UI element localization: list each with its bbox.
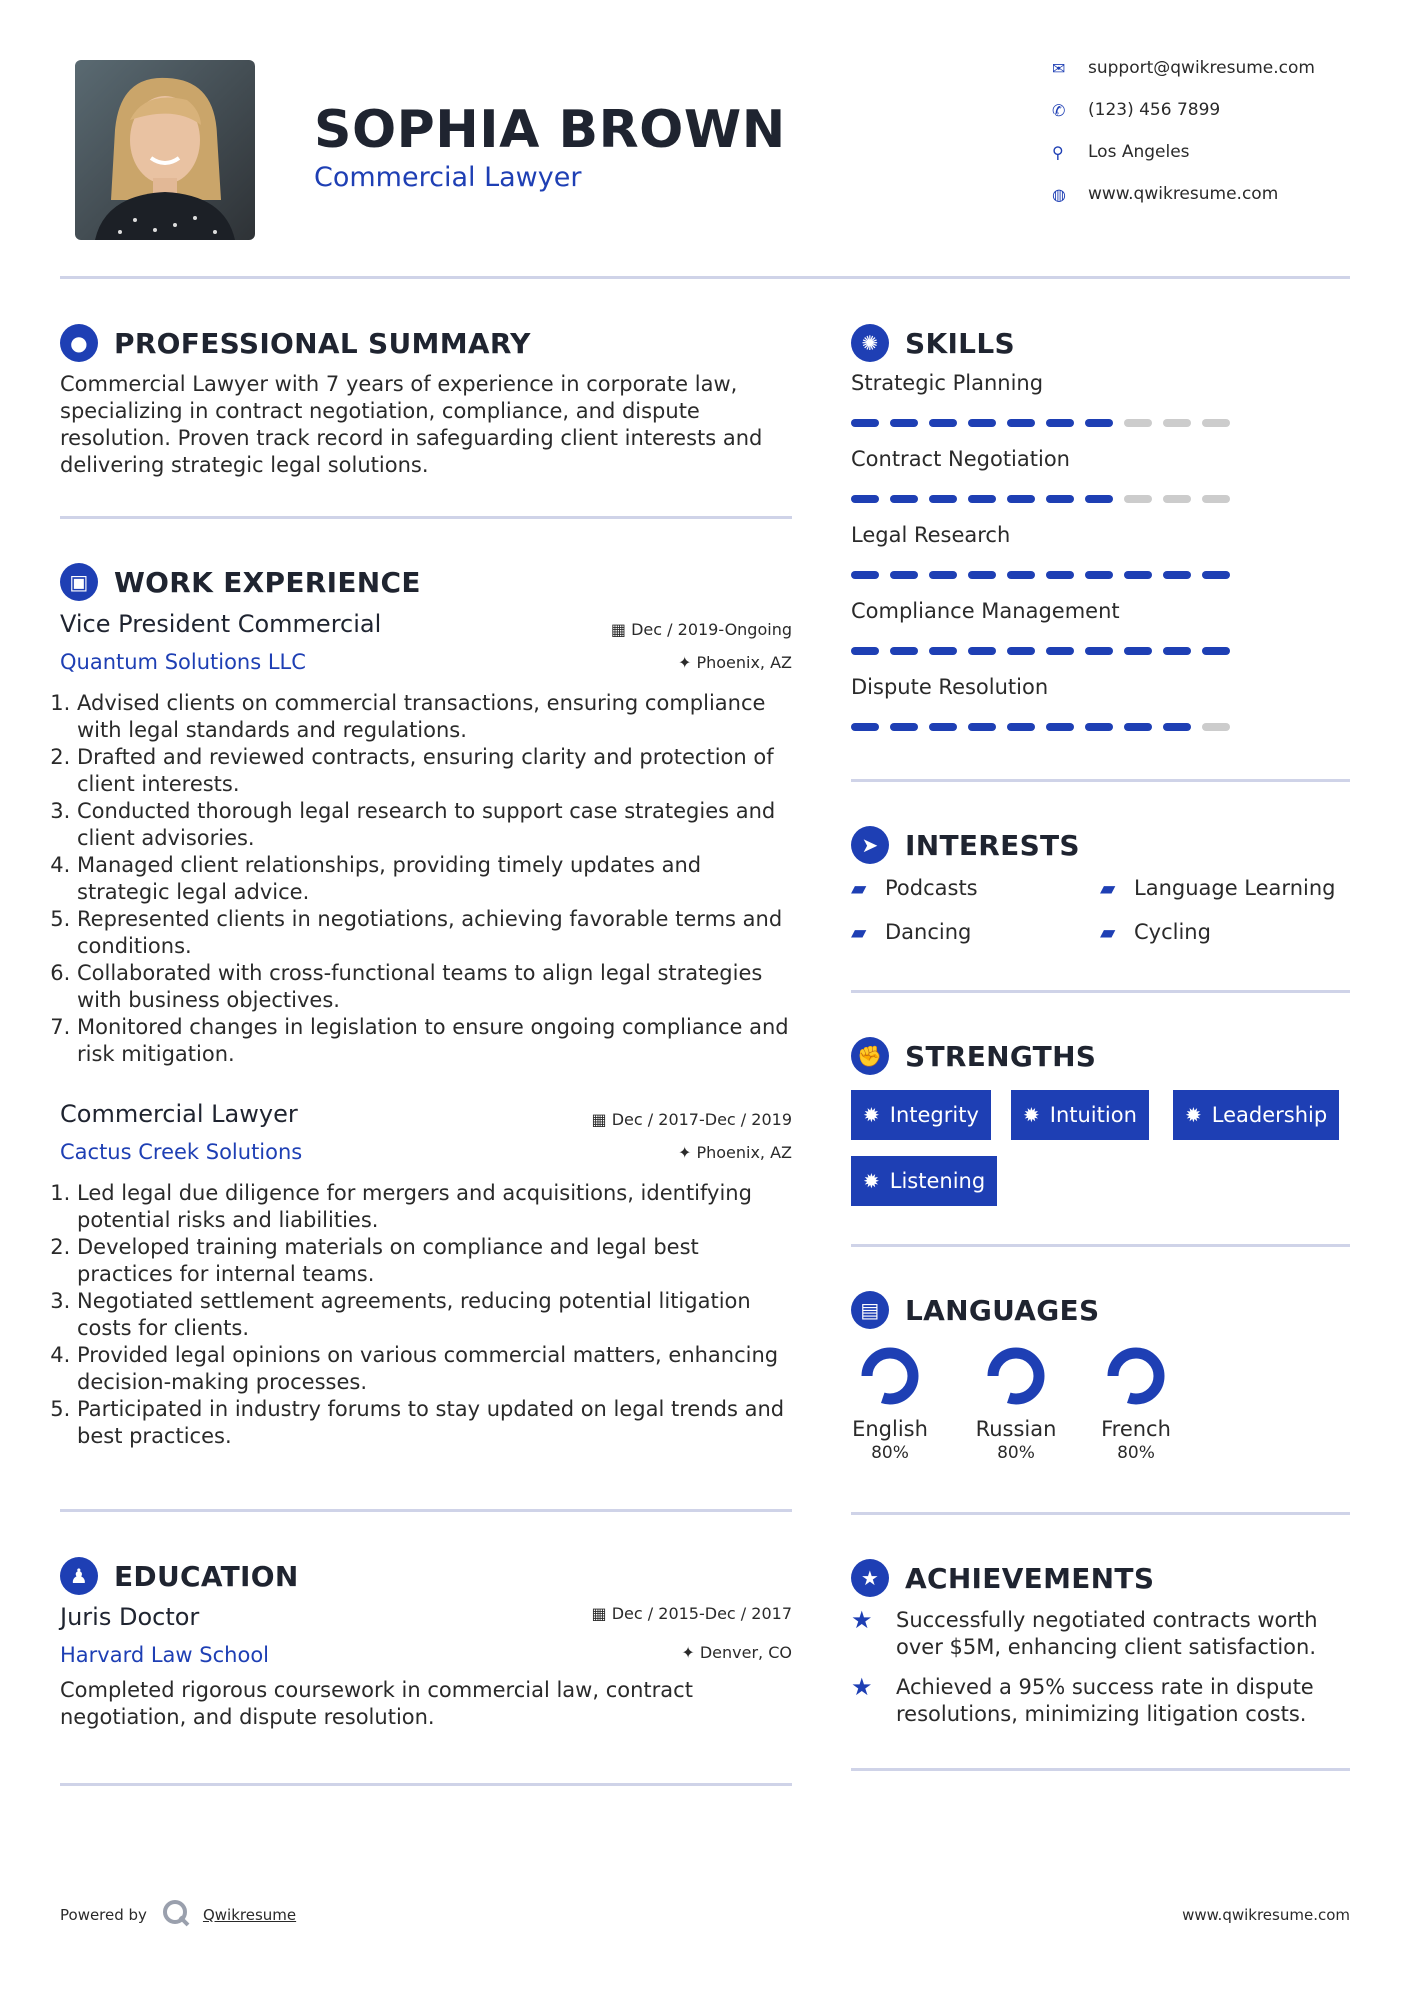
list-item: 4. Managed client relationships, providing timely updates and strategic legal advice. bbox=[77, 852, 798, 906]
skill-level-bar bbox=[851, 723, 1301, 731]
book-icon: ▰ bbox=[851, 876, 867, 900]
skill-name: Contract Negotiation bbox=[851, 447, 1070, 471]
skill-level-dash bbox=[1202, 647, 1230, 655]
briefcase-icon: ▣ bbox=[60, 563, 98, 601]
language-progress-ring bbox=[859, 1345, 921, 1407]
skill-level-dash bbox=[1046, 571, 1074, 579]
job-company: Quantum Solutions LLC bbox=[60, 650, 306, 674]
strength-chip: ✹ Listening bbox=[851, 1156, 997, 1206]
skill-level-dash bbox=[890, 647, 918, 655]
qwikresume-logo-icon bbox=[161, 1898, 191, 1932]
skills-heading: ✺ SKILLS bbox=[851, 323, 1015, 363]
pin-icon: ✦ bbox=[677, 653, 697, 672]
skill-level-dash bbox=[1202, 723, 1230, 731]
list-item: 4. Provided legal opinions on various commercial matters, enhancing decision-making processes. bbox=[77, 1342, 798, 1396]
list-item: 5. Represented clients in negotiations, achieving favorable terms and conditions. bbox=[77, 906, 798, 960]
contact-location: ⚲ Los Angeles bbox=[1052, 142, 1190, 162]
interest-item: ▰ Dancing bbox=[851, 920, 972, 944]
skill-level-dash bbox=[851, 419, 879, 427]
pin-icon: ✦ bbox=[677, 1143, 697, 1162]
profile-photo bbox=[75, 60, 255, 240]
fist-icon: ✊ bbox=[851, 1037, 889, 1075]
list-item: 2. Drafted and reviewed contracts, ensuring clarity and protection of client interests. bbox=[77, 744, 798, 798]
language-item: English 80% bbox=[840, 1345, 940, 1463]
education-location: ✦ Denver, CO bbox=[681, 1643, 792, 1662]
skill-level-dash bbox=[1007, 647, 1035, 655]
candidate-role: Commercial Lawyer bbox=[314, 162, 582, 193]
languages-divider bbox=[851, 1512, 1350, 1515]
skill-level-dash bbox=[1007, 495, 1035, 503]
skill-level-dash bbox=[1202, 419, 1230, 427]
map-pin-icon: ⚲ bbox=[1052, 142, 1064, 162]
list-item: 3. Conducted thorough legal research to support case strategies and client advisories. bbox=[77, 798, 798, 852]
skill-item bbox=[851, 523, 1301, 599]
strengths-heading: ✊ STRENGTHS bbox=[851, 1036, 1096, 1076]
envelope-icon: ✉ bbox=[1052, 58, 1066, 78]
job-dates: ▦ Dec / 2017-Dec / 2019 bbox=[591, 1110, 792, 1129]
interest-item: ▰ Language Learning bbox=[1100, 876, 1336, 900]
job-dates: ▦ Dec / 2019-Ongoing bbox=[610, 620, 792, 639]
list-item: 6. Collaborated with cross-functional teams to align legal strategies with business objectives. bbox=[77, 960, 798, 1014]
skill-level-dash bbox=[851, 723, 879, 731]
education-heading: ♟ EDUCATION bbox=[60, 1556, 299, 1596]
job-bullets bbox=[58, 690, 798, 1068]
skill-level-dash bbox=[1007, 571, 1035, 579]
skill-level-dash bbox=[1124, 647, 1152, 655]
lightbulb-icon: ✺ bbox=[851, 324, 889, 362]
calendar-icon: ▦ bbox=[591, 1604, 612, 1623]
summary-text: Commercial Lawyer with 7 years of experience in corporate law, specializing in contract negotiation, compliance, and dispute resolution. Proven track record in safeguarding client interests and delivering strategic legal solutions. bbox=[60, 372, 763, 477]
skill-level-dash bbox=[851, 571, 879, 579]
skill-level-dash bbox=[1046, 647, 1074, 655]
skill-level-dash bbox=[1124, 419, 1152, 427]
skill-level-dash bbox=[1163, 571, 1191, 579]
strengths-divider bbox=[851, 1244, 1350, 1247]
skill-level-dash bbox=[929, 571, 957, 579]
list-item: 3. Negotiated settlement agreements, reducing potential litigation costs for clients. bbox=[77, 1288, 798, 1342]
education-dates: ▦ Dec / 2015-Dec / 2017 bbox=[591, 1604, 792, 1623]
contact-email[interactable]: ✉ support@qwikresume.com bbox=[1052, 58, 1315, 78]
skill-level-dash bbox=[1202, 571, 1230, 579]
footer-powered-by: Powered by Qwikresume bbox=[60, 1898, 296, 1932]
summary-heading: ● PROFESSIONAL SUMMARY bbox=[60, 323, 531, 363]
skill-level-dash bbox=[929, 723, 957, 731]
star-icon: ★ bbox=[851, 1673, 873, 1701]
skill-level-dash bbox=[929, 419, 957, 427]
skill-level-dash bbox=[1202, 495, 1230, 503]
languages-heading: ▤ LANGUAGES bbox=[851, 1290, 1099, 1330]
skill-level-dash bbox=[1163, 647, 1191, 655]
skill-level-dash bbox=[890, 419, 918, 427]
skill-level-dash bbox=[1046, 495, 1074, 503]
achievement-item: ★ Achieved a 95% success rate in dispute resolutions, minimizing litigation costs. bbox=[851, 1673, 1314, 1726]
skill-level-dash bbox=[851, 495, 879, 503]
skill-level-bar bbox=[851, 495, 1301, 503]
star-icon: ★ bbox=[851, 1606, 873, 1634]
strength-chip: ✹ Intuition bbox=[1011, 1090, 1149, 1140]
degree-title: Juris Doctor bbox=[60, 1603, 200, 1631]
skill-name: Dispute Resolution bbox=[851, 675, 1049, 699]
strength-chip: ✹ Leadership bbox=[1173, 1090, 1339, 1140]
skill-level-dash bbox=[1046, 723, 1074, 731]
skill-level-dash bbox=[890, 571, 918, 579]
gear-icon: ✹ bbox=[863, 1103, 880, 1127]
graduate-icon: ♟ bbox=[60, 1557, 98, 1595]
skill-level-dash bbox=[929, 495, 957, 503]
book-icon: ▰ bbox=[1100, 876, 1116, 900]
skill-name: Strategic Planning bbox=[851, 371, 1044, 395]
skill-level-dash bbox=[1163, 495, 1191, 503]
strength-chip: ✹ Integrity bbox=[851, 1090, 991, 1140]
globe-icon: ◍ bbox=[1052, 184, 1066, 204]
skill-level-dash bbox=[1163, 723, 1191, 731]
language-progress-ring bbox=[1105, 1345, 1167, 1407]
brand-link[interactable]: Qwikresume bbox=[202, 1906, 297, 1924]
pin-icon: ✦ bbox=[681, 1643, 700, 1662]
summary-divider bbox=[60, 516, 792, 519]
interest-item: ▰ Cycling bbox=[1100, 920, 1211, 944]
paper-plane-icon: ➤ bbox=[851, 826, 889, 864]
book-icon: ▰ bbox=[851, 920, 867, 944]
footer-site[interactable]: www.qwikresume.com bbox=[1182, 1906, 1350, 1924]
interest-item: ▰ Podcasts bbox=[851, 876, 978, 900]
contact-phone[interactable]: ✆ (123) 456 7899 bbox=[1052, 100, 1221, 120]
skill-item bbox=[851, 447, 1301, 523]
skill-level-dash bbox=[1085, 495, 1113, 503]
language-progress-ring bbox=[985, 1345, 1047, 1407]
skill-level-dash bbox=[890, 723, 918, 731]
skill-level-dash bbox=[968, 571, 996, 579]
list-item: 5. Participated in industry forums to stay updated on legal trends and best practices. bbox=[77, 1396, 798, 1450]
language-item: Russian 80% bbox=[966, 1345, 1066, 1463]
skill-level-dash bbox=[1007, 723, 1035, 731]
skill-level-dash bbox=[968, 723, 996, 731]
skill-level-dash bbox=[1007, 419, 1035, 427]
skill-level-dash bbox=[1085, 571, 1113, 579]
skill-level-dash bbox=[968, 647, 996, 655]
skill-level-dash bbox=[1085, 723, 1113, 731]
list-item: 2. Developed training materials on compliance and legal best practices for internal teams. bbox=[77, 1234, 798, 1288]
achievements-heading: ★ ACHIEVEMENTS bbox=[851, 1558, 1154, 1598]
skill-level-bar bbox=[851, 571, 1301, 579]
job-company: Cactus Creek Solutions bbox=[60, 1140, 303, 1164]
language-item: French 80% bbox=[1086, 1345, 1186, 1463]
gear-icon: ✹ bbox=[863, 1169, 880, 1193]
user-icon: ● bbox=[60, 324, 98, 362]
list-item: 7. Monitored changes in legislation to ensure ongoing compliance and risk mitigation. bbox=[77, 1014, 798, 1068]
job-location: ✦ Phoenix, AZ bbox=[677, 653, 792, 672]
skills-list bbox=[851, 371, 1301, 751]
skill-level-dash bbox=[1046, 419, 1074, 427]
skill-level-dash bbox=[968, 495, 996, 503]
job-title: Commercial Lawyer bbox=[60, 1100, 298, 1128]
skill-name: Compliance Management bbox=[851, 599, 1120, 623]
skill-item bbox=[851, 371, 1301, 447]
achievement-item: ★ Successfully negotiated contracts worth over $5M, enhancing client satisfaction. bbox=[851, 1606, 1318, 1659]
skill-level-bar bbox=[851, 647, 1301, 655]
calendar-icon: ▦ bbox=[591, 1110, 612, 1129]
skills-divider bbox=[851, 779, 1350, 782]
phone-icon: ✆ bbox=[1052, 100, 1066, 120]
gear-icon: ✹ bbox=[1023, 1103, 1040, 1127]
calendar-icon: ▦ bbox=[610, 620, 632, 639]
work-heading: ▣ WORK EXPERIENCE bbox=[60, 562, 421, 602]
job-location: ✦ Phoenix, AZ bbox=[677, 1143, 792, 1162]
header-divider bbox=[60, 276, 1350, 279]
skill-level-dash bbox=[1124, 723, 1152, 731]
candidate-name: SOPHIA BROWN bbox=[314, 100, 786, 160]
work-divider bbox=[60, 1509, 792, 1512]
job-bullets bbox=[58, 1180, 798, 1450]
gear-icon: ✹ bbox=[1185, 1103, 1202, 1127]
star-badge-icon: ★ bbox=[851, 1559, 889, 1597]
skill-item bbox=[851, 599, 1301, 675]
skill-level-dash bbox=[851, 647, 879, 655]
skill-level-dash bbox=[1085, 647, 1113, 655]
skill-item bbox=[851, 675, 1301, 751]
education-divider bbox=[60, 1783, 792, 1786]
education-description: Completed rigorous coursework in commercial law, contract negotiation, and dispute resolution. bbox=[60, 1678, 693, 1729]
skill-level-dash bbox=[929, 647, 957, 655]
skill-level-dash bbox=[1124, 571, 1152, 579]
list-item: 1. Advised clients on commercial transactions, ensuring compliance with legal standards and regulations. bbox=[77, 690, 798, 744]
interests-divider bbox=[851, 990, 1350, 993]
skill-level-dash bbox=[1163, 419, 1191, 427]
book-icon: ▰ bbox=[1100, 920, 1116, 944]
job-title: Vice President Commercial bbox=[60, 610, 382, 638]
contact-website[interactable]: ◍ www.qwikresume.com bbox=[1052, 184, 1279, 204]
language-icon: ▤ bbox=[851, 1291, 889, 1329]
skill-name: Legal Research bbox=[851, 523, 1011, 547]
skill-level-dash bbox=[968, 419, 996, 427]
skill-level-dash bbox=[1085, 419, 1113, 427]
skill-level-dash bbox=[890, 495, 918, 503]
interests-heading: ➤ INTERESTS bbox=[851, 825, 1080, 865]
skill-level-bar bbox=[851, 419, 1301, 427]
skill-level-dash bbox=[1124, 495, 1152, 503]
list-item: 1. Led legal due diligence for mergers and acquisitions, identifying potential risks and liabilities. bbox=[77, 1180, 798, 1234]
achievements-divider bbox=[851, 1768, 1350, 1771]
school-name: Harvard Law School bbox=[60, 1643, 269, 1667]
